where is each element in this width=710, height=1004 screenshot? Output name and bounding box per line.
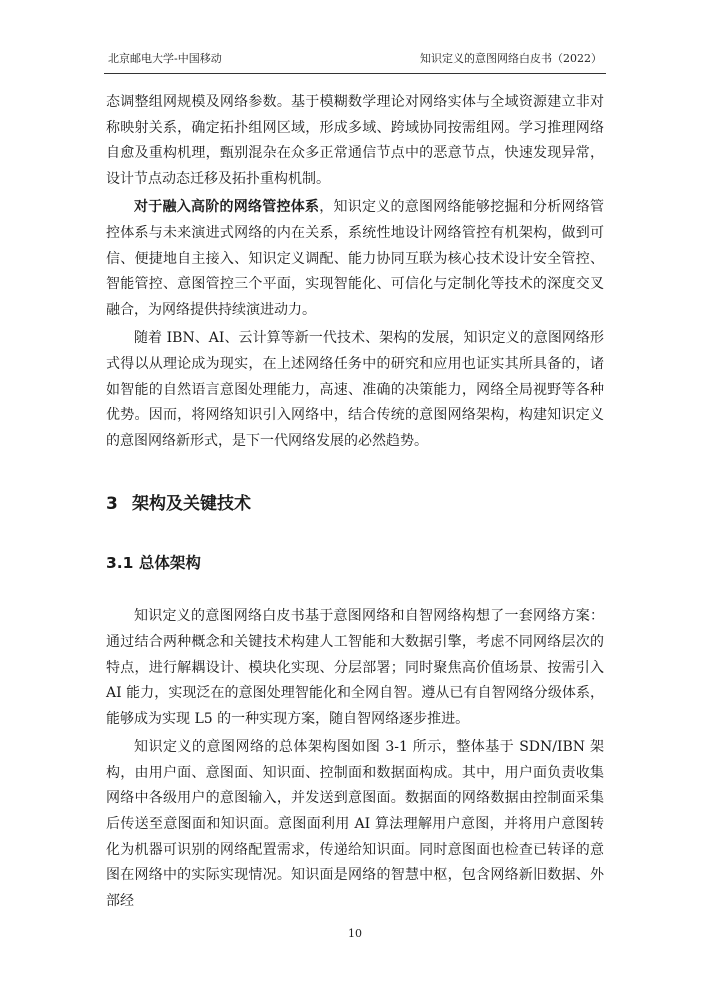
header-left-text: 北京邮电大学-中国移动 (108, 52, 222, 65)
page-number: 10 (348, 927, 362, 940)
paragraph-4: 知识定义的意图网络白皮书基于意图网络和自智网络构想了一套网络方案：通过结合两种概念和关键技术构建人工智能和大数据引擎，考虑不同网络层次的特点，进行解耦设计、模块化实现、分层部署；同时聚焦高价值场景、按需引入 AI 能力，实现泛在的意图处理智能化和全网自智。遵从已有自智网络分级体系，能够成为实现 L5 的一种实现方案，随自智网络逐步推进。 (106, 608, 604, 727)
header-rule (104, 73, 606, 74)
section-heading: 3.1 总体架构 (106, 554, 201, 573)
paragraph-2-text: ，知识定义的意图网络能够挖掘和分析网络管控体系与未来演进式网络的内在关系，系统性地设计网络管控有机架构，做到可信、便捷地自主接入、知识定义调配、能力协同互联为核心技术设计安全管控、智能管控、意图管控三个平面，实现智能化、可信化与定制化等技术的深度交叉融合，为网络提供持续演进动力。 (106, 199, 604, 318)
page-body (106, 90, 604, 914)
paragraph-3: 随着 IBN、AI、云计算等新一代技术、架构的发展，知识定义的意图网络形式得以从理论成为现实，在上述网络任务中的研究和应用也证实其所具备的，诸如智能的自然语言意图处理能力，高速、准确的决策能力，网络全局视野等各种优势。因而，将网络知识引入网络中，结合传统的意图网络架构，构建知识定义的意图网络新形式，是下一代网络发展的必然趋势。 (106, 330, 604, 449)
header-right-text: 知识定义的意图网络白皮书（2022） (420, 52, 602, 65)
chapter-heading (106, 492, 604, 516)
paragraph-5: 知识定义的意图网络的总体架构图如图 3-1 所示，整体基于 SDN/IBN 架构，由用户面、意图面、知识面、控制面和数据面构成。其中，用户面负责收集网络中各级用户的意图输入，并发送到意图面。数据面的网络数据由控制面采集后传送至意图面和知识面。意图面利用 AI 算法理解用户意图，并将用户意图转化为机器可识别的网络配置需求，传递给知识面。同时意图面也检查已转译的意图在网络中的实际实现情况。知识面是网络的智慧中枢，包含网络新旧数据、外部经 (106, 739, 604, 909)
chapter-title: 架构及关键技术 (132, 494, 251, 515)
paragraph-2 (106, 195, 604, 323)
page-header (108, 50, 602, 68)
paragraph-2-lead: 对于融入高阶的网络管控体系 (134, 199, 320, 216)
paragraph-1: 态调整组网规模及网络参数。基于模糊数学理论对网络实体与全域资源建立非对称映射关系，确定拓扑组网区域，形成多域、跨域协同按需组网。学习推理网络自愈及重构机理，甄别混杂在众多正常通信节点中的恶意节点，快速发现异常，设计节点动态迁移及拓扑重构机制。 (106, 94, 604, 187)
chapter-number: 3 (106, 494, 118, 515)
